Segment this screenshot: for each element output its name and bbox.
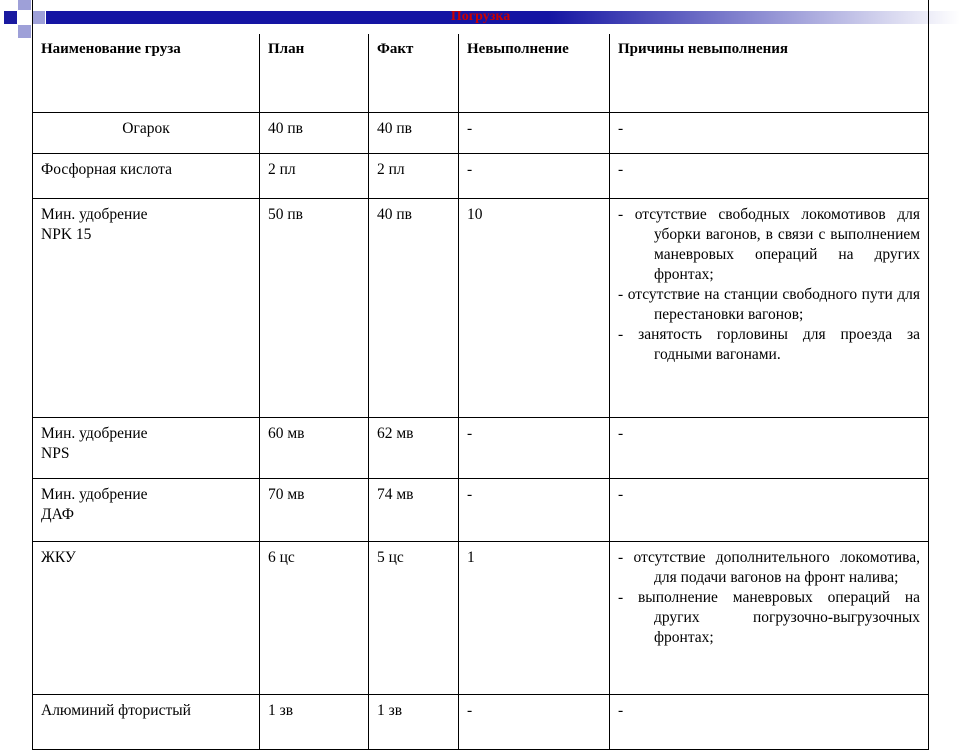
reasons (610, 199, 929, 418)
corner-square-dark (4, 11, 17, 24)
cargo-name-line1: Мин. удобрение (41, 486, 148, 503)
loading-table-wrapper (32, 0, 928, 720)
fact-value: 2 пл (369, 154, 459, 199)
title-row (33, 0, 929, 34)
cargo-name-line1: Мин. удобрение (41, 425, 148, 442)
fact-value: 40 пв (369, 113, 459, 154)
column-header-reasons: Причины невыполнения (610, 34, 929, 113)
loading-table (32, 0, 929, 750)
table-row (33, 542, 929, 695)
reason-item: - выполнение маневровых операций на других погрузочно-выгрузочных фронтах; (618, 589, 921, 646)
plan-value: 50 пв (260, 199, 369, 418)
shortfall-value: - (459, 418, 610, 479)
corner-square-light (18, 25, 31, 38)
column-header-plan: План (260, 34, 369, 113)
shortfall-value: - (459, 154, 610, 199)
cargo-name-line2: NPS (41, 445, 70, 462)
column-header-fact: Факт (369, 34, 459, 113)
fact-value: 62 мв (369, 418, 459, 479)
shortfall-value: 1 (459, 542, 610, 695)
reasons: - (610, 418, 929, 479)
column-header-name: Наименование груза (33, 34, 260, 113)
cargo-name: Алюминий фтористый (33, 695, 260, 750)
shortfall-value: - (459, 695, 610, 750)
fact-value: 74 мв (369, 479, 459, 542)
cargo-name-line1: Мин. удобрение (41, 206, 148, 223)
table-row (33, 154, 929, 199)
reason-item: - отсутствие дополнительного локомотива, для подачи вагонов на фронт налива; (618, 549, 921, 586)
table-row (33, 479, 929, 542)
header-row (33, 34, 929, 113)
table-row (33, 418, 929, 479)
cargo-name (33, 199, 260, 418)
shortfall-value: - (459, 479, 610, 542)
cargo-name (33, 479, 260, 542)
reasons: - (610, 479, 929, 542)
plan-value: 2 пл (260, 154, 369, 199)
reasons: - (610, 113, 929, 154)
plan-value: 70 мв (260, 479, 369, 542)
shortfall-value: 10 (459, 199, 610, 418)
column-header-shortfall: Невыполнение (459, 34, 610, 113)
plan-value: 6 цс (260, 542, 369, 695)
reason-item: - занятость горловины для проезда за годными вагонами. (618, 326, 921, 363)
reasons: - (610, 695, 929, 750)
table-row (33, 113, 929, 154)
plan-value: 40 пв (260, 113, 369, 154)
plan-value: 1 зв (260, 695, 369, 750)
fact-value: 40 пв (369, 199, 459, 418)
reason-item: - отсутствие свободных локомотивов для уборки вагонов, в связи с выполнением маневровых операций на других фронтах; (618, 206, 921, 283)
cargo-name: ЖКУ (33, 542, 260, 695)
fact-value: 5 цс (369, 542, 459, 695)
cargo-name-line2: ДАФ (41, 506, 75, 523)
reason-item: - отсутствие на станции свободного пути для перестановки вагонов; (618, 286, 921, 323)
table-title: Погрузка (450, 9, 511, 24)
reasons: - (610, 154, 929, 199)
table-row (33, 199, 929, 418)
cargo-name: Огарок (33, 113, 260, 154)
plan-value: 60 мв (260, 418, 369, 479)
fact-value: 1 зв (369, 695, 459, 750)
cargo-name-line2: NPK 15 (41, 226, 92, 243)
shortfall-value: - (459, 113, 610, 154)
cargo-name (33, 418, 260, 479)
cargo-name: Фосфорная кислота (33, 154, 260, 199)
reasons (610, 542, 929, 695)
corner-square-light (18, 0, 31, 10)
table-row (33, 695, 929, 750)
